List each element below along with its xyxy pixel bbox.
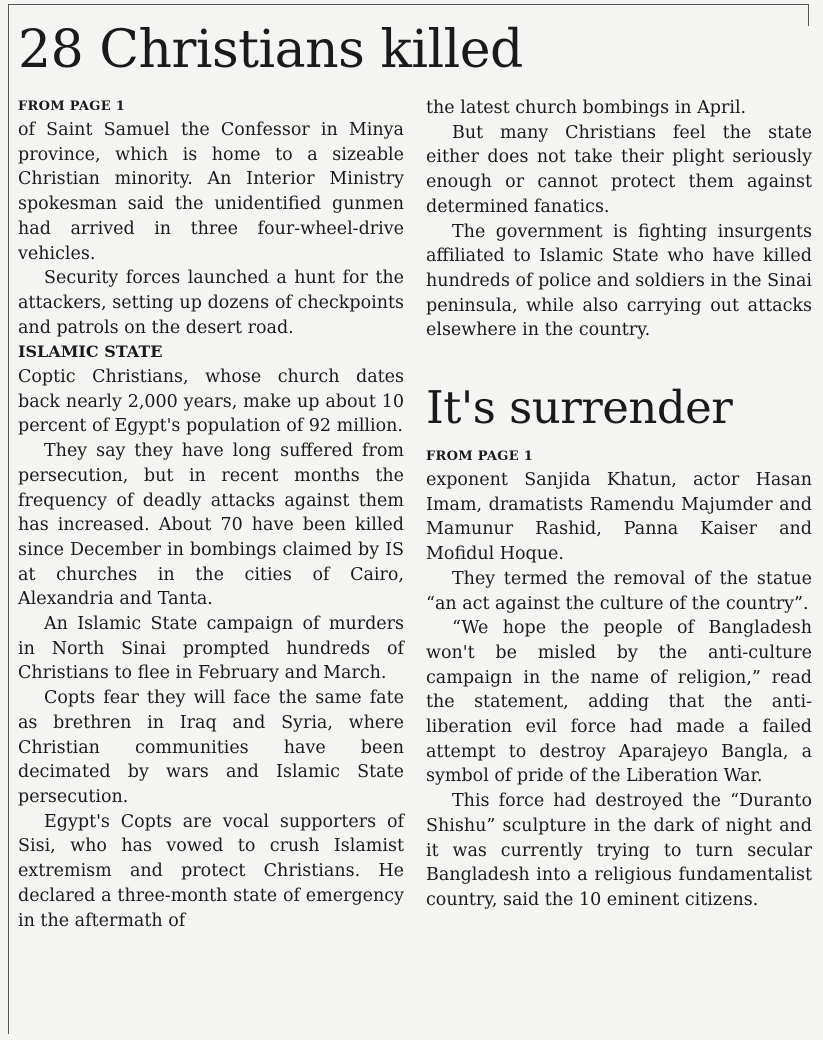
paragraph: Egypt's Copts are vocal supporters of Sisi, who has vowed to crush Islamist extremism and protect Christians. He declared a three-month state of emergency in the aftermath of: [18, 811, 404, 931]
left-rule: [8, 4, 9, 1034]
paragraph: They say they have long suffered from persecution, but in recent months the frequency of deadly attacks against them has increased. About 70 have been killed since December in bombings claimed by IS at churches in the cities of Cairo, Alexandria and Tanta.: [18, 441, 404, 610]
paragraph: the latest church bombings in April.: [426, 98, 747, 118]
paragraph: They termed the removal of the statue “an act against the culture of the country”.: [426, 568, 812, 614]
from-page-kicker: FROM PAGE 1: [426, 449, 534, 464]
from-page-kicker: FROM PAGE 1: [18, 99, 126, 114]
paragraph: Security forces launched a hunt for the attackers, setting up dozens of checkpoints and patrols on the desert road.: [18, 268, 404, 338]
second-headline: It's surrender: [426, 381, 733, 434]
paragraph: Copts fear they will face the same fate as brethren in Iraq and Syria, where Christian communities have been decimated by wars and Islamic State persecution.: [18, 688, 404, 807]
paragraph: “We hope the people of Bangladesh won't be misled by the anti-culture campaign in the name of religion,” read the statement, adding that the anti-liberation evil force had made a failed attempt to destroy Aparajeyo Bangla, a symbol of pride of the Liberation War.: [426, 618, 812, 787]
paragraph: But many Christians feel the state either does not take their plight seriously enough or cannot protect them against determined fanatics.: [426, 122, 812, 217]
left-article-column: [18, 96, 404, 933]
paragraph: Coptic Christians, whose church dates back nearly 2,000 years, make up about 10 percent of Egypt's population of 92 million.: [18, 367, 404, 437]
section-subhead: ISLAMIC STATE: [18, 342, 163, 362]
top-rule: [8, 4, 808, 5]
main-headline: 28 Christians killed: [18, 20, 523, 80]
right-article-column-top: [426, 96, 812, 343]
paragraph: The government is fighting insurgents affiliated to Islamic State who have killed hundreds of police and soldiers in the Sinai peninsula, while also carrying out attacks elsewhere in the country.: [426, 221, 812, 341]
paragraph: An Islamic State campaign of murders in North Sinai prompted hundreds of Christians to flee in February and March.: [18, 614, 404, 684]
paragraph: exponent Sanjida Khatun, actor Hasan Imam, dramatists Ramendu Majumder and Mamunur Rashid, Panna Kaiser and Mofidul Hoque.: [426, 470, 812, 565]
right-article-column-bottom: [426, 446, 812, 913]
right-rule-tick: [808, 4, 809, 26]
paragraph: This force had destroyed the “Duranto Shishu” sculpture in the dark of night and it was currently trying to turn secular Bangladesh into a religious fundamentalist country, said the 10 eminent citizens.: [426, 791, 812, 910]
paragraph: of Saint Samuel the Confessor in Minya province, which is home to a sizeable Christian minority. An Interior Ministry spokesman said the unidentified gunmen had arrived in three four-wheel-drive vehicles.: [18, 120, 404, 264]
